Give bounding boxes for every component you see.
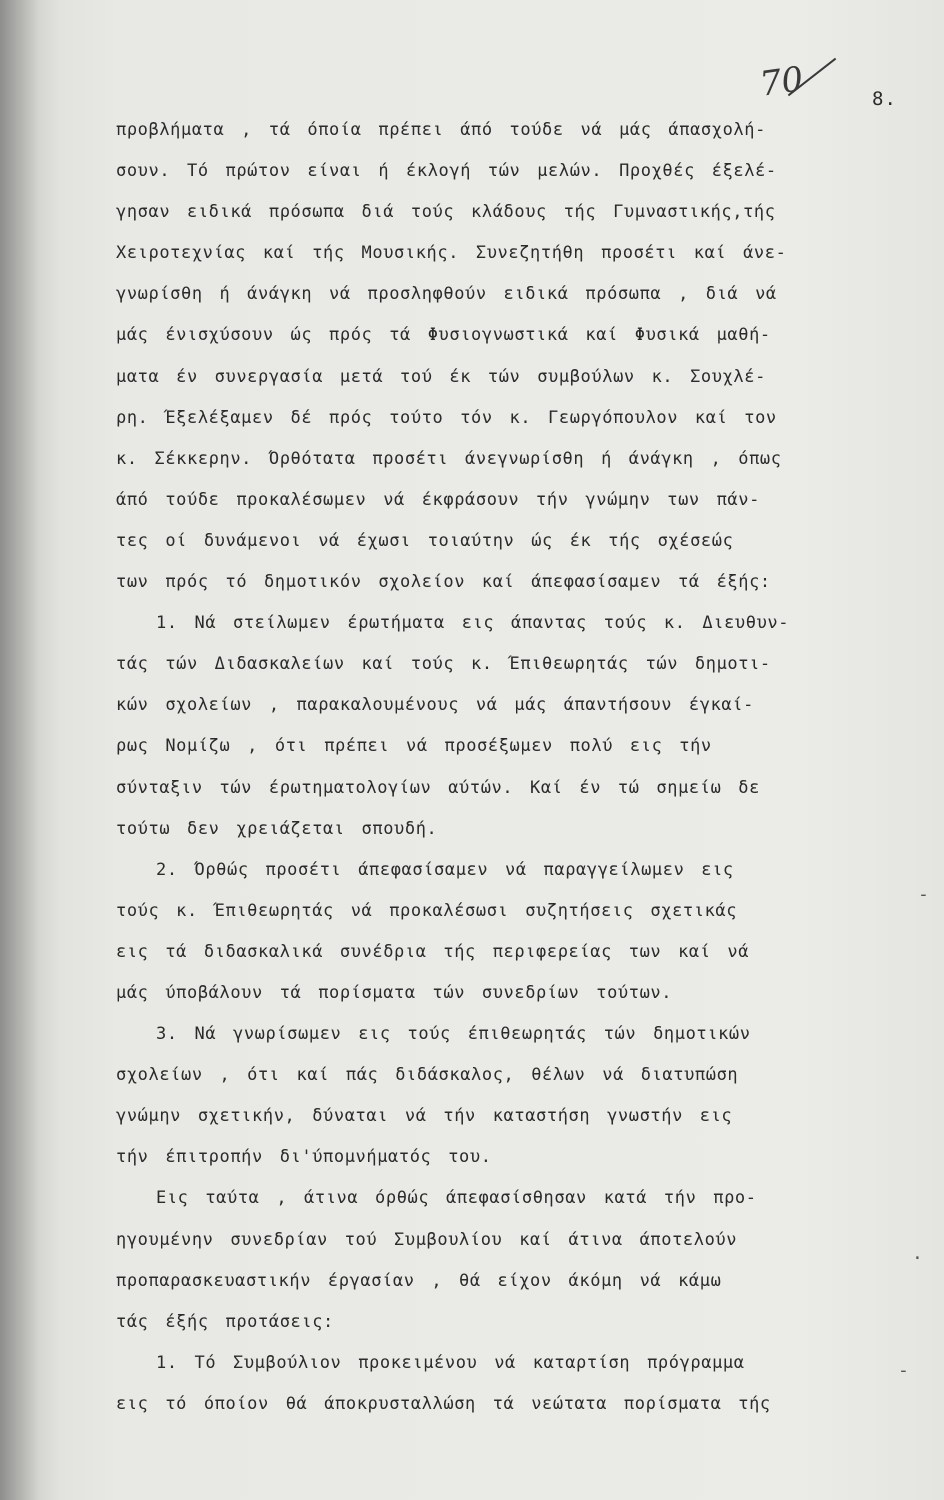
text-line: 1. Νά στείλωμεν έρωτήματα εις άπαντας τούς κ. Διευθυν- — [156, 613, 790, 634]
text-line: ματα έν συνεργασία μετά τού έκ τών συμβούλων κ. Σουχλέ- — [116, 366, 766, 387]
margin-dash-mark: - — [898, 1360, 909, 1381]
text-line: 2. Όρθώς προσέτι άπεφασίσαμεν νά παραγγείλωμεν εις — [156, 859, 734, 880]
text-line: τούτω δεν χρειάζεται σπουδή. — [116, 818, 438, 839]
text-line: των πρός τό δημοτικόν σχολείον καί άπεφασίσαμεν τά έξής: — [116, 572, 771, 593]
text-line: τάς τών Διδασκαλείων καί τούς κ. Έπιθεωρητάς τών δημοτι- — [116, 654, 771, 675]
text-line: ηγουμένην συνεδρίαν τού Συμβουλίου καί άτινα άποτελούν — [116, 1229, 738, 1250]
text-line: τάς έξής προτάσεις: — [116, 1311, 334, 1332]
text-line: τήν έπιτροπήν δι'ύπομνήματός του. — [116, 1147, 492, 1168]
text-line: κ. Σέκκερην. Όρθότατα προσέτι άνεγνωρίσθη ή άνάγκη , όπως — [116, 448, 782, 469]
text-line: κών σχολείων , παρακαλουμένους νά μάς άπαντήσουν έγκαί- — [116, 695, 754, 716]
text-line: Εις ταύτα , άτινα όρθώς άπεφασίσθησαν κατά τήν προ- — [156, 1188, 757, 1209]
text-line: σουν. Τό πρώτον είναι ή έκλογή τών μελών. Προχθές έξελέ- — [116, 161, 777, 182]
text-line: 3. Νά γνωρίσωμεν εις τούς έπιθεωρητάς τών δημοτικών — [156, 1024, 751, 1045]
text-line: εις τό όποίον θά άποκρυσταλλώση τά νεώτατα πορίσματα τής — [116, 1393, 771, 1414]
text-line: εις τά διδασκαλικά συνέδρια τής περιφερείας των καί νά — [116, 941, 750, 962]
text-line: ρως Νομίζω , ότι πρέπει νά προσέξωμεν πολύ εις τήν — [116, 736, 712, 757]
page-number: 8. — [872, 88, 897, 110]
margin-dot-mark: · — [912, 1248, 923, 1269]
text-line: γησαν ειδικά πρόσωπα διά τούς κλάδους τής Γυμναστικής,τής — [116, 202, 776, 223]
text-line: τες οί δυνάμενοι νά έχωσι τοιαύτην ώς έκ τής σχέσεώς — [116, 530, 734, 551]
text-line: σύνταξιν τών έρωτηματολογίων αύτών. Καί έν τώ σημείω δε — [116, 777, 760, 798]
text-line: προβλήματα , τά όποία πρέπει άπό τούδε νά μάς άπασχολή- — [116, 120, 766, 140]
book-spine-shadow — [0, 0, 40, 1500]
text-line: γνωρίσθη ή άνάγκη νά προσληφθούν ειδικά πρόσωπα , διά νά — [116, 284, 777, 305]
text-line: τούς κ. Έπιθεωρητάς νά προκαλέσωσι συζητήσεις σχετικάς — [116, 900, 738, 921]
text-line: προπαρασκευαστικήν έργασίαν , θά είχον άκόμη νά κάμω — [116, 1270, 722, 1291]
text-line: γνώμην σχετικήν, δύναται νά τήν καταστήση γνωστήν εις — [116, 1106, 733, 1127]
text-line: σχολείων , ότι καί πάς διδάσκαλος, θέλων νά διατυπώση — [116, 1065, 739, 1086]
margin-dash-mark: - — [918, 884, 929, 905]
text-line: Χειροτεχνίας καί τής Μουσικής. Συνεζητήθη προσέτι καί άνε- — [116, 243, 787, 264]
text-line: μάς ένισχύσουν ώς πρός τά Φυσιογνωστικά καί Φυσικά μαθή- — [116, 325, 771, 346]
text-line: 1. Τό Συμβούλιον προκειμένου νά καταρτίση πρόγραμμα — [156, 1352, 745, 1373]
typewritten-body — [116, 110, 916, 1425]
text-line: άπό τούδε προκαλέσωμεν νά έκφράσουν τήν γνώμην των πάν- — [116, 489, 760, 510]
text-line: μάς ύποβάλουν τά πορίσματα τών συνεδρίων τούτων. — [116, 982, 673, 1003]
handwritten-folio-number: 70 — [757, 59, 806, 105]
text-line: ρη. Έξελέξαμεν δέ πρός τούτο τόν κ. Γεωργόπουλον καί τον — [116, 407, 777, 428]
